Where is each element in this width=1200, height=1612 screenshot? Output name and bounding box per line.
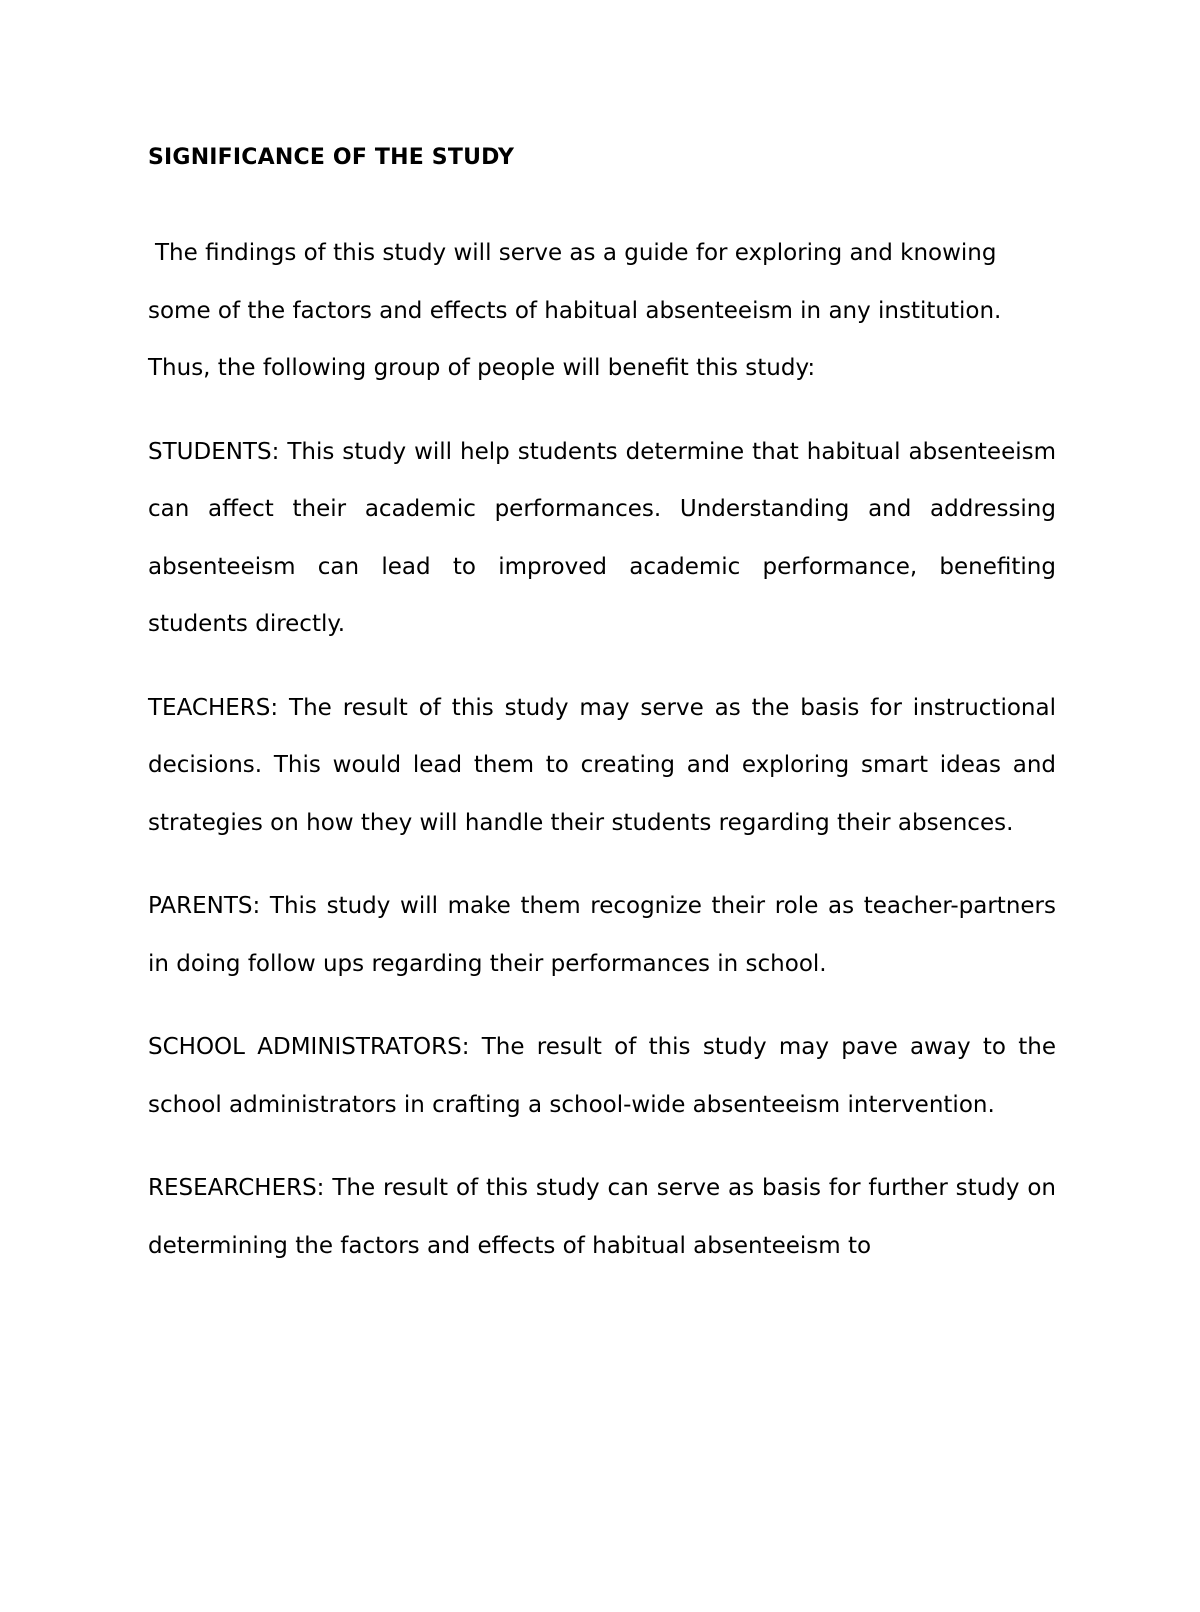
label-school-administrators: SCHOOL ADMINISTRATORS:	[148, 1034, 470, 1060]
text-teachers: The result of this study may serve as the basis for instructional decisions. This would lead them to creating and exploring smart ideas and strategies on how they will handle their students regarding their absences.	[148, 694, 1056, 836]
paragraph-students	[148, 424, 1056, 654]
paragraph-parents	[148, 878, 1056, 993]
document-body	[148, 143, 1056, 1301]
intro-paragraph: The findings of this study will serve as a guide for exploring and knowing some of the factors and effects of habitual absenteeism in any institution. Thus, the following group of people will benefit this study:	[148, 240, 1002, 381]
text-school-administrators: The result of this study may pave away to the school administrators in crafting a school-wide absenteeism intervention.	[148, 1034, 1056, 1118]
paragraph-teachers	[148, 680, 1056, 853]
label-teachers: TEACHERS:	[148, 694, 279, 721]
section-heading: SIGNIFICANCE OF THE STUDY	[148, 145, 515, 170]
text-researchers: The result of this study can serve as basis for further study on determining the factors and effects of habitual absenteeism to	[148, 1175, 1056, 1259]
label-researchers: RESEARCHERS:	[148, 1175, 325, 1201]
text-parents: This study will make them recognize their role as teacher-partners in doing follow ups regarding their performances in school.	[148, 893, 1056, 977]
paragraph-researchers	[148, 1160, 1056, 1275]
text-students: This study will help students determine that habitual absenteeism can affect their academic performances. Understanding and addressing absenteeism can lead to improved academic performance, benefiting students directly.	[148, 438, 1056, 637]
label-parents: PARENTS:	[148, 893, 261, 919]
label-students: STUDENTS:	[148, 438, 280, 465]
paragraph-school-administrators	[148, 1019, 1056, 1134]
